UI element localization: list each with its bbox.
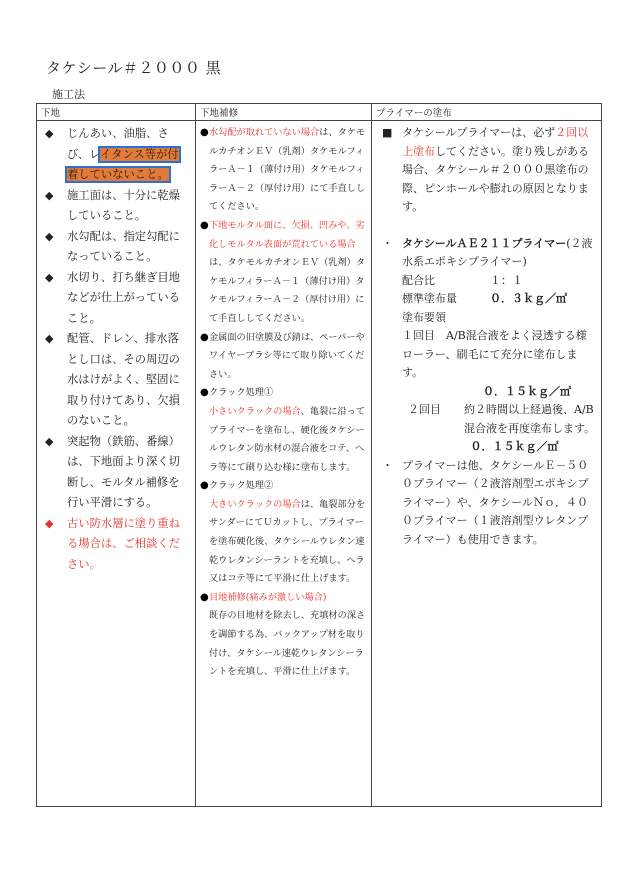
- header-substrate-repair: 下地補修: [196, 104, 372, 121]
- list-item: ● クラック処理① 小さいクラックの場合、亀裂に沿ってプライマーを塗布し、硬化後タケシールウレタン防水材の混合液をコテ、ヘラ等にて刷り込む様に塗布します。: [200, 384, 367, 477]
- step-1-amount: ０．１５ｋｇ／㎡: [483, 384, 571, 398]
- construction-method-table: [36, 103, 602, 807]
- step-1: １回目 A/B混合液をよく浸透する様ローラー、刷毛にて充分に塗布します。: [402, 329, 587, 379]
- circle-bullet-icon: ●: [200, 219, 209, 231]
- diamond-bullet-icon: ◆: [45, 270, 54, 284]
- header-primer-application: プライマーの塗布: [372, 104, 602, 121]
- document-title: タケシール＃２０００ 黒: [46, 59, 222, 77]
- list-item: ● 水勾配が取れていない場合は、タケモルカチオンＥＶ（乳剤）タケモルフィラーＡ－１（薄付け用）タケモルフィラーＡ－２（厚付け用）にて手直ししてください。: [200, 124, 367, 217]
- list-item: ● 金属面の旧塗膜及び錆は、ペーパーやワイヤーブラシ等にて取り除いてください。: [200, 329, 367, 385]
- list-item: ◆ 配管、ドレン、排水落とし口は、その周辺の水はけがよく、堅固に取り付けてあり、欠損のないこと。: [41, 329, 191, 432]
- header-substrate: 下地: [37, 104, 196, 121]
- section-title: 施工法: [52, 88, 85, 101]
- text-selection-highlight[interactable]: イタンス等が付着していないこと。: [67, 147, 179, 181]
- standard-amount: 標準塗布量 ０．３ｋｇ／㎡: [402, 292, 567, 305]
- list-item: ◆ 水切り、打ち継ぎ目地などが仕上がっていること。: [41, 268, 191, 330]
- diamond-bullet-icon: ◆: [45, 229, 54, 243]
- primer-application-cell: [372, 121, 602, 807]
- step-2-amount: ０．１５ｋｇ／㎡: [470, 440, 559, 453]
- primer-note: ■ タケシールプライマーは、必ず２回以上塗布してください。塗り残しがある場合、タケシール＃２０００黒塗布の際、ピンホールや膨れの原因となります。: [376, 124, 597, 217]
- diamond-bullet-icon: ◆: [45, 188, 54, 202]
- dot-bullet-icon: ・: [382, 236, 393, 250]
- list-item-warning: ◆ 古い防水層に塗り重ねる場合は、ご相談ください。: [41, 514, 191, 576]
- list-item: ● 下地モルタル面に、欠損、凹みや、劣化しモルタル表面が荒れている場合は、タケモルカチオンＥＶ（乳剤）タケモルフィラーＡ－１（薄付け用）タケモルフィラーＡ－２（厚付け用）にて手直ししてください。: [200, 217, 367, 329]
- list-item: ● 目地補修(痛みが激しい場合) 既存の目地材を除去し、充填材の深さを調節する為、バックアップ材を取り付け、タケシール速乾ウレタンシーラントを充填し、平滑に仕上げます。: [200, 589, 367, 682]
- square-bullet-icon: ■: [382, 126, 393, 139]
- list-item: ◆ 突起物（鉄筋、番線）は、下地面より深く切断し、モルタル補修を行い平滑にする。: [41, 432, 191, 514]
- diamond-bullet-icon: ◆: [45, 434, 54, 448]
- list-item: ◆ じんあい、油脂、さび、レイタンス等が付着していないこと。: [41, 124, 191, 186]
- diamond-bullet-icon: ◆: [45, 332, 54, 345]
- mix-ratio: 配合比 １：１: [402, 273, 523, 287]
- circle-bullet-icon: ●: [200, 331, 209, 343]
- circle-bullet-icon: ●: [200, 480, 209, 492]
- list-item: ● クラック処理② 大きいクラックの場合は、亀裂部分をサンダーにてＵカットし、プライマーを塗布硬化後、タケシールウレタン速乾ウレタンシーラントを充填し、ヘラ又はコテ等にて平滑に仕上げます。: [200, 477, 367, 589]
- circle-bullet-icon: ●: [200, 591, 209, 603]
- diamond-bullet-icon: ◆: [45, 516, 54, 530]
- step-2: ２回目 約２時間以上経過後、A/B混合液を再度塗布します。: [408, 403, 596, 435]
- ae211-primer-block: ・ タケシールＡＥ２１１プライマー(２液水系エポキシプライマー) 配合比 １：１ 標準塗布量 ０．３ｋｇ／㎡ 塗布要領 １回目 A/B混合液をよく浸透する様ローラー、刷毛にて充分に塗布します。 ０．１５ｋｇ／㎡ ２回目 約２時間以上経過後、A/B混合液を再度塗布します。 ０．１５ｋｇ／㎡: [376, 235, 597, 457]
- list-item: ◆ 水勾配は、指定勾配になっていること。: [41, 227, 191, 268]
- circle-bullet-icon: ●: [200, 387, 209, 399]
- list-item: ◆ 施工面は、十分に乾燥していること。: [41, 186, 191, 227]
- substrate-cell: [37, 121, 196, 807]
- diamond-bullet-icon: ◆: [45, 127, 54, 140]
- other-primers-note: ・ プライマーは他、タケシールＥ－５００プライマー（２液溶剤型エポキシプライマー）や、タケシールＮｏ．４００プライマー（１液溶剤型ウレタンプライマー）も使用できます。: [376, 457, 597, 550]
- procedure-label: 塗布要領: [402, 310, 446, 324]
- dot-bullet-icon: ・: [382, 458, 393, 472]
- substrate-repair-cell: [196, 121, 372, 807]
- circle-bullet-icon: ●: [200, 127, 209, 138]
